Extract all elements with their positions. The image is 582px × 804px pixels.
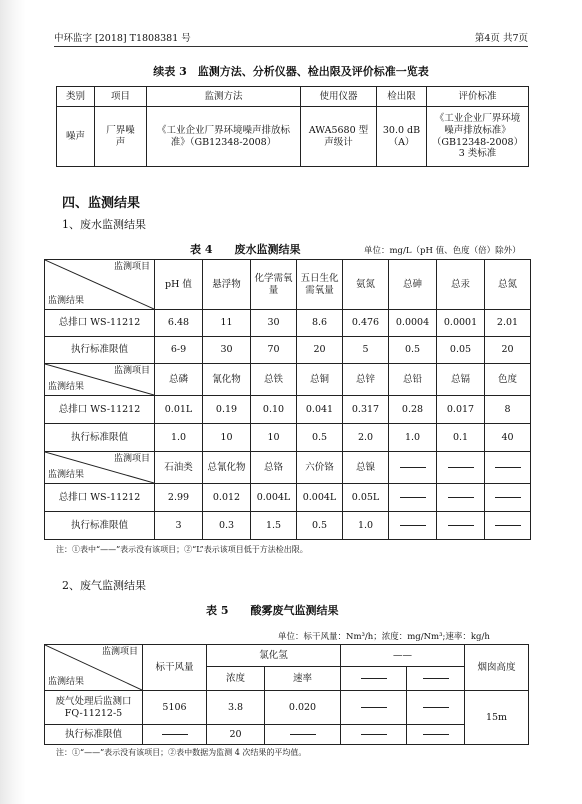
t3-header: 类别	[57, 87, 95, 107]
t4-cell: 0.5	[297, 424, 343, 452]
t3-header: 项目	[95, 87, 147, 107]
t4-cell: 10	[203, 424, 251, 452]
diagonal-header	[45, 452, 155, 484]
table5-caption: 表 5 酸雾废气监测结果	[206, 604, 339, 617]
t4-cell: 0.01L	[155, 396, 203, 424]
t5-flow: 5106	[143, 691, 207, 725]
t4-cell: 0.3	[203, 512, 251, 540]
t5-header-conc: 浓度	[207, 667, 265, 691]
empty-cell	[437, 512, 485, 540]
diag-bottom-label: 监测结果	[48, 295, 85, 306]
t4-row-label: 执行标准限值	[45, 337, 155, 364]
t4-cell: 20	[485, 337, 531, 364]
t5-row-label: 废气处理后监测口FQ-11212-5	[45, 691, 143, 725]
t3-header: 监测方法	[147, 87, 301, 107]
t4-cell: 0.004L	[297, 484, 343, 512]
t4-cell: 0.05	[437, 337, 485, 364]
t4-header: 色度	[485, 364, 531, 396]
t4-header: 六价铬	[297, 452, 343, 484]
t5-conc: 3.8	[207, 691, 265, 725]
table4	[44, 259, 531, 540]
t4-cell: 0.317	[343, 396, 389, 424]
empty-cell	[485, 452, 531, 484]
table4-caption: 表 4 废水监测结果	[190, 243, 301, 256]
t3-instrument: AWA5680 型声级计	[301, 107, 377, 167]
empty-cell	[341, 667, 407, 691]
diag-top-label: 监测项目	[113, 366, 150, 376]
t4-cell: 0.19	[203, 396, 251, 424]
table3-caption: 续表 3 监测方法、分析仪器、检出限及评价标准一览表	[153, 65, 429, 78]
diag-top-label: 监测项目	[113, 454, 150, 464]
empty-cell	[265, 725, 341, 745]
t4-cell: 11	[203, 310, 251, 337]
t4-cell: 0.0001	[437, 310, 485, 337]
empty-cell	[437, 452, 485, 484]
t4-row-label: 总排口 WS-11212	[45, 310, 155, 337]
t4-header: 五日生化需氧量	[297, 260, 343, 310]
empty-cell	[389, 452, 437, 484]
t4-cell: 1.0	[343, 512, 389, 540]
table5-note: 注：①“——”表示没有该项目；②表中数据为监测 4 次结果的平均值。	[56, 748, 307, 757]
t4-cell: 0.5	[389, 337, 437, 364]
table5	[44, 644, 529, 745]
table4-unit: 单位：mg/L（pH 值、色度（倍）除外）	[364, 246, 521, 256]
t4-header: 总汞	[437, 260, 485, 310]
empty-cell	[407, 667, 465, 691]
report-number: 中环监字 [2018] T1808381 号	[54, 33, 191, 44]
t4-cell: 0.017	[437, 396, 485, 424]
diag-bottom-label: 监测结果	[48, 381, 85, 392]
t3-header: 检出限	[377, 87, 427, 107]
t4-cell: 0.012	[203, 484, 251, 512]
t4-header: 总镍	[343, 452, 389, 484]
t3-item: 厂界噪声	[95, 107, 147, 167]
t4-header: 总铁	[251, 364, 297, 396]
t4-header: 氰化物	[203, 364, 251, 396]
t3-header: 使用仪器	[301, 87, 377, 107]
empty-cell	[407, 725, 465, 745]
t5-header-empty: ——	[341, 645, 465, 667]
table3	[56, 86, 529, 167]
empty-cell	[341, 725, 407, 745]
section-title-exhaust: 2、废气监测结果	[62, 579, 146, 592]
t4-row-label: 总排口 WS-11212	[45, 396, 155, 424]
t4-header: 总氰化物	[203, 452, 251, 484]
diag-bottom-label: 监测结果	[48, 469, 85, 480]
t5-header-rate: 速率	[265, 667, 341, 691]
t4-cell: 0.476	[343, 310, 389, 337]
t4-header: 总砷	[389, 260, 437, 310]
t4-header: 氨氮	[343, 260, 389, 310]
t4-cell: 1.0	[155, 424, 203, 452]
diag-top-label: 监测项目	[101, 647, 138, 657]
table4-note: 注：①表中“——”表示没有该项目；②“L”表示该项目低于方法检出限。	[56, 545, 308, 554]
t3-limit: 30.0 dB（A）	[377, 107, 427, 167]
t4-header: 总铬	[251, 452, 297, 484]
t4-header: 总镉	[437, 364, 485, 396]
table5-unit: 单位：标干风量：Nm³/h；浓度：mg/Nm³;速率：kg/h	[278, 632, 490, 642]
t5-height: 15m	[465, 691, 529, 745]
t4-cell: 30	[203, 337, 251, 364]
t4-cell: 8	[485, 396, 531, 424]
t3-header: 评价标准	[427, 87, 529, 107]
t4-header: 石油类	[155, 452, 203, 484]
t4-header: 总铅	[389, 364, 437, 396]
t4-cell: 2.01	[485, 310, 531, 337]
t5-rate: 0.020	[265, 691, 341, 725]
t4-cell: 70	[251, 337, 297, 364]
t4-cell: 0.05L	[343, 484, 389, 512]
t4-cell: 0.28	[389, 396, 437, 424]
t5-header-height: 烟囱高度	[465, 645, 529, 691]
t4-cell: 40	[485, 424, 531, 452]
t3-method: 《工业企业厂界环境噪声排放标准》（GB12348-2008）	[147, 107, 301, 167]
t4-cell: 0.10	[251, 396, 297, 424]
empty-cell	[389, 512, 437, 540]
diagonal-header	[45, 364, 155, 396]
t4-cell: 1.0	[389, 424, 437, 452]
empty-cell	[389, 484, 437, 512]
diagonal-header	[45, 260, 155, 310]
section-title-wastewater: 1、废水监测结果	[62, 218, 146, 231]
t4-header: 总氮	[485, 260, 531, 310]
t4-cell: 0.0004	[389, 310, 437, 337]
t4-cell: 0.004L	[251, 484, 297, 512]
diagonal-header	[45, 645, 143, 691]
t4-row-label: 总排口 WS-11212	[45, 484, 155, 512]
t4-cell: 0.5	[297, 512, 343, 540]
t4-header: 化学需氧量	[251, 260, 297, 310]
empty-cell	[485, 484, 531, 512]
t5-conc-limit: 20	[207, 725, 265, 745]
t4-cell: 30	[251, 310, 297, 337]
t4-cell: 8.6	[297, 310, 343, 337]
t4-header: 悬浮物	[203, 260, 251, 310]
t5-header-hcl: 氯化氢	[207, 645, 341, 667]
t3-standard: 《工业企业厂界环境噪声排放标准》（GB12348-2008）3 类标准	[427, 107, 529, 167]
t4-row-label: 执行标准限值	[45, 424, 155, 452]
empty-cell	[341, 691, 407, 725]
page-header	[54, 30, 528, 47]
t4-cell: 6-9	[155, 337, 203, 364]
empty-cell	[143, 725, 207, 745]
t4-cell: 2.99	[155, 484, 203, 512]
t4-cell: 20	[297, 337, 343, 364]
t4-cell: 0.1	[437, 424, 485, 452]
page-number: 第4页 共7页	[474, 33, 528, 44]
diag-top-label: 监测项目	[113, 262, 150, 272]
t5-header-flow: 标干风量	[143, 645, 207, 691]
diag-bottom-label: 监测结果	[48, 676, 85, 687]
t4-cell: 3	[155, 512, 203, 540]
t4-cell: 5	[343, 337, 389, 364]
t4-header: 总磷	[155, 364, 203, 396]
empty-cell	[485, 512, 531, 540]
t4-cell: 0.041	[297, 396, 343, 424]
t4-header: 总锌	[343, 364, 389, 396]
t3-category: 噪声	[57, 107, 95, 167]
t4-cell: 2.0	[343, 424, 389, 452]
section-title-results: 四、监测结果	[62, 196, 141, 211]
empty-cell	[437, 484, 485, 512]
t4-header: pH 值	[155, 260, 203, 310]
t4-header: 总铜	[297, 364, 343, 396]
empty-cell	[407, 691, 465, 725]
t4-cell: 6.48	[155, 310, 203, 337]
t4-cell: 1.5	[251, 512, 297, 540]
t5-row-label: 执行标准限值	[45, 725, 143, 745]
t4-cell: 10	[251, 424, 297, 452]
t4-row-label: 执行标准限值	[45, 512, 155, 540]
